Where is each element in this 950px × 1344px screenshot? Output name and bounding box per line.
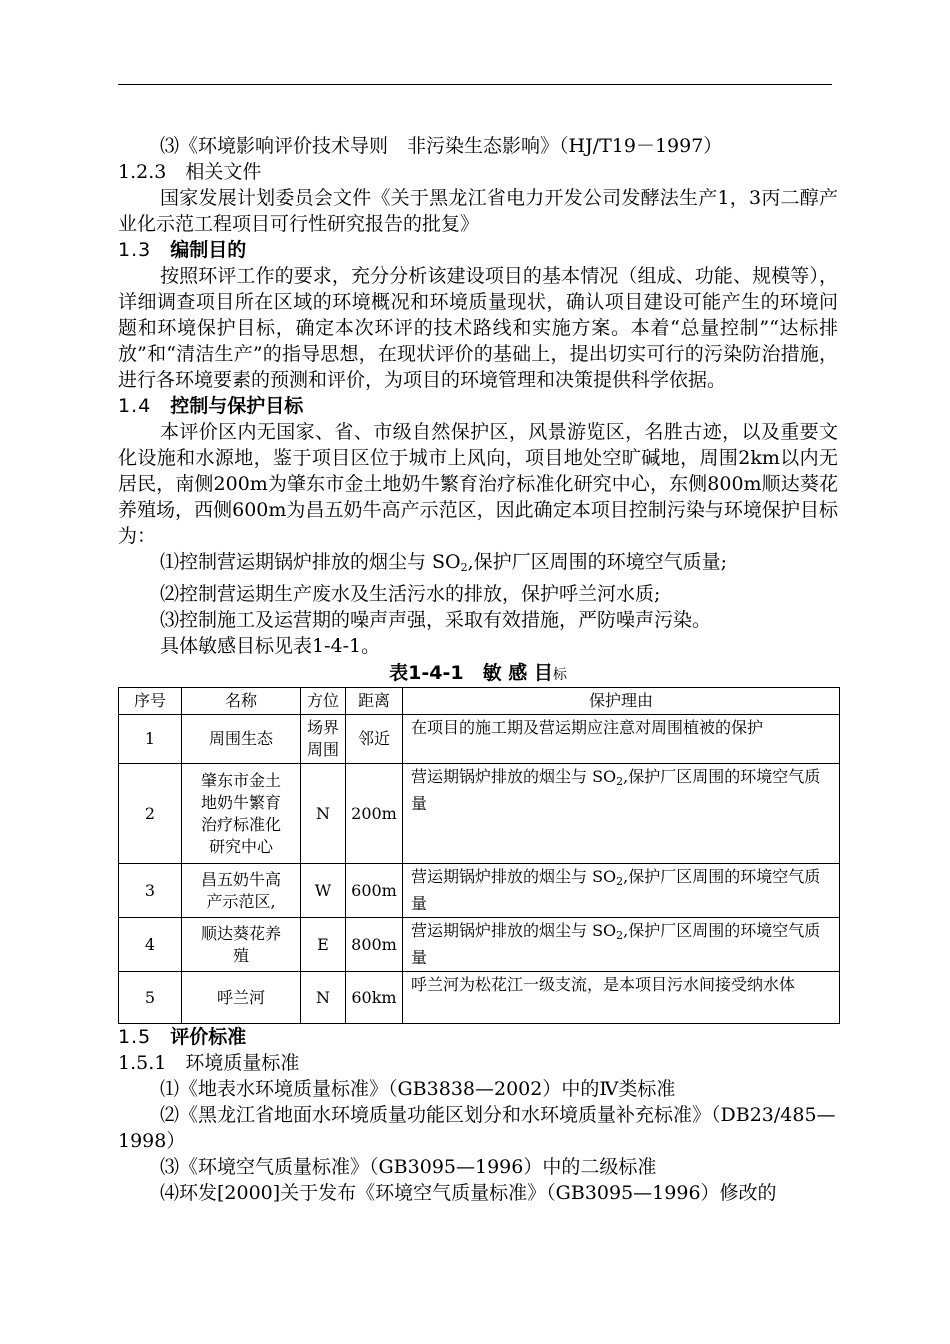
section-title: 环境质量标准 <box>185 1052 300 1074</box>
table-row <box>119 864 840 918</box>
section-title: 评价标准 <box>170 1026 247 1048</box>
section-heading-1-2-3 <box>118 159 838 185</box>
cell-reason: 在项目的施工期及营运期应注意对周围植被的保护 <box>403 715 840 764</box>
cell-name: 肇东市金土地奶牛繁育治疗标准化研究中心 <box>182 764 301 864</box>
paragraph-purpose: 按照环评工作的要求，充分分析该建设项目的基本情况（组成、功能、规模等），详细调查项目所在区域的环境概况和环境质量现状，确认项目建设可能产生的环境问题和环境保护目标，确定本次环评的技术路线和实施方案。本着“总量控制”“达标排放”和“清洁生产”的指导思想，在现状评价的基础上，提出切实可行的污染防治措施，进行各环境要素的预测和评价，为项目的环境管理和决策提供科学依据。 <box>118 265 838 391</box>
reason-text: ,保护厂区周围的环境空气质量 <box>411 767 821 813</box>
subscript: 2 <box>616 875 624 888</box>
section-title: 相关文件 <box>185 161 262 183</box>
subscript: 2 <box>616 929 624 942</box>
cell-distance: 200m <box>346 764 403 864</box>
standard-item-1: ⑴《地表水环境质量标准》（GB3838—2002）中的Ⅳ类标准 <box>160 1078 676 1100</box>
standard-item-3: ⑶《环境空气质量标准》（GB3095—1996）中的二级标准 <box>160 1156 657 1178</box>
cell-name: 昌五奶牛高产示范区, <box>182 864 301 918</box>
table-caption <box>118 661 838 687</box>
cell-direction: E <box>301 918 346 972</box>
cell-no: 3 <box>119 864 182 918</box>
cell-distance: 600m <box>346 864 403 918</box>
table-row <box>119 972 840 1024</box>
header-name: 名称 <box>182 688 301 715</box>
caption-text: 表1-4-1 敏 感 目 <box>389 662 553 684</box>
header-no: 序号 <box>119 688 182 715</box>
caption-small-text: 标 <box>552 667 567 683</box>
subscript: 2 <box>616 775 624 788</box>
paragraph-related-docs: 国家发展计划委员会文件《关于黑龙江省电力开发公司发酵法生产1，3丙二醇产业化示范工程项目可行性研究报告的批复》 <box>118 187 838 235</box>
cell-reason <box>403 864 840 918</box>
subscript: 2 <box>460 561 468 574</box>
table-reference: 具体敏感目标见表1-4-1。 <box>160 635 381 657</box>
header-distance: 距离 <box>346 688 403 715</box>
table-header-row <box>119 688 840 715</box>
header-direction: 方位 <box>301 688 346 715</box>
cell-no: 1 <box>119 715 182 764</box>
section-heading-1-3 <box>118 237 838 263</box>
section-heading-1-4 <box>118 393 838 419</box>
table-row <box>119 764 840 864</box>
cell-no: 2 <box>119 764 182 864</box>
control-item-text: ⑴控制营运期锅炉排放的烟尘与 SO <box>160 551 461 573</box>
sensitive-targets-table <box>118 687 840 1024</box>
header-reason: 保护理由 <box>403 688 840 715</box>
reason-text: ,保护厂区周围的环境空气质量 <box>411 921 821 967</box>
section-title: 控制与保护目标 <box>170 395 304 417</box>
cell-distance: 60km <box>346 972 403 1024</box>
section-heading-1-5-1 <box>118 1050 838 1076</box>
cell-reason: 呼兰河为松花江一级支流，是本项目污水间接受纳水体 <box>403 972 840 1024</box>
cell-no: 5 <box>119 972 182 1024</box>
header-rule <box>118 84 832 85</box>
section-number: 1.4 <box>118 395 152 417</box>
cell-reason <box>403 918 840 972</box>
section-number: 1.5.1 <box>118 1052 167 1074</box>
control-item-text: ,保护厂区周围的环境空气质量; <box>467 551 728 573</box>
control-item-1 <box>118 549 838 581</box>
document-body <box>118 133 838 1206</box>
paragraph-targets: 本评价区内无国家、省、市级自然保护区，风景游览区，名胜古迹，以及重要文化设施和水源地，鉴于项目区位于城市上风向，项目地处空旷碱地，周围2km以内无居民，南侧200m为肇东市金土地奶牛繁育治疗标准化研究中心，东侧800m顺达葵花养殖场，西侧600m为昌五奶牛高产示范区，因此确定本项目控制污染与环境保护目标为： <box>118 421 838 547</box>
standard-line: ⑶《环境影响评价技术导则 非污染生态影响》（HJ/T19－1997） <box>160 135 723 157</box>
cell-direction: N <box>301 764 346 864</box>
cell-name: 呼兰河 <box>182 972 301 1024</box>
section-number: 1.5 <box>118 1026 152 1048</box>
reason-text: 营运期锅炉排放的烟尘与 SO <box>411 921 617 940</box>
control-item-3: ⑶控制施工及运营期的噪声声强，采取有效措施，严防噪声污染。 <box>160 609 712 631</box>
reason-text: 营运期锅炉排放的烟尘与 SO <box>411 867 617 886</box>
standard-item-2: ⑵《黑龙江省地面水环境质量功能区划分和水环境质量补充标准》（DB23/485—1998） <box>118 1104 836 1152</box>
cell-direction: W <box>301 864 346 918</box>
cell-reason <box>403 764 840 864</box>
section-heading-1-5 <box>118 1024 838 1050</box>
standard-item-4: ⑷环发[2000]关于发布《环境空气质量标准》（GB3095—1996）修改的 <box>160 1182 777 1204</box>
control-item-2: ⑵控制营运期生产废水及生活污水的排放，保护呼兰河水质; <box>160 583 661 605</box>
cell-direction: 场界周围 <box>301 715 346 764</box>
cell-direction: N <box>301 972 346 1024</box>
cell-distance: 800m <box>346 918 403 972</box>
table-row <box>119 918 840 972</box>
cell-no: 4 <box>119 918 182 972</box>
cell-distance: 邻近 <box>346 715 403 764</box>
section-number: 1.2.3 <box>118 161 167 183</box>
cell-name: 顺达葵花养殖 <box>182 918 301 972</box>
reason-text: ,保护厂区周围的环境空气质量 <box>411 867 821 913</box>
cell-name: 周围生态 <box>182 715 301 764</box>
table-row <box>119 715 840 764</box>
section-title: 编制目的 <box>170 239 247 261</box>
section-number: 1.3 <box>118 239 152 261</box>
reason-text: 营运期锅炉排放的烟尘与 SO <box>411 767 617 786</box>
